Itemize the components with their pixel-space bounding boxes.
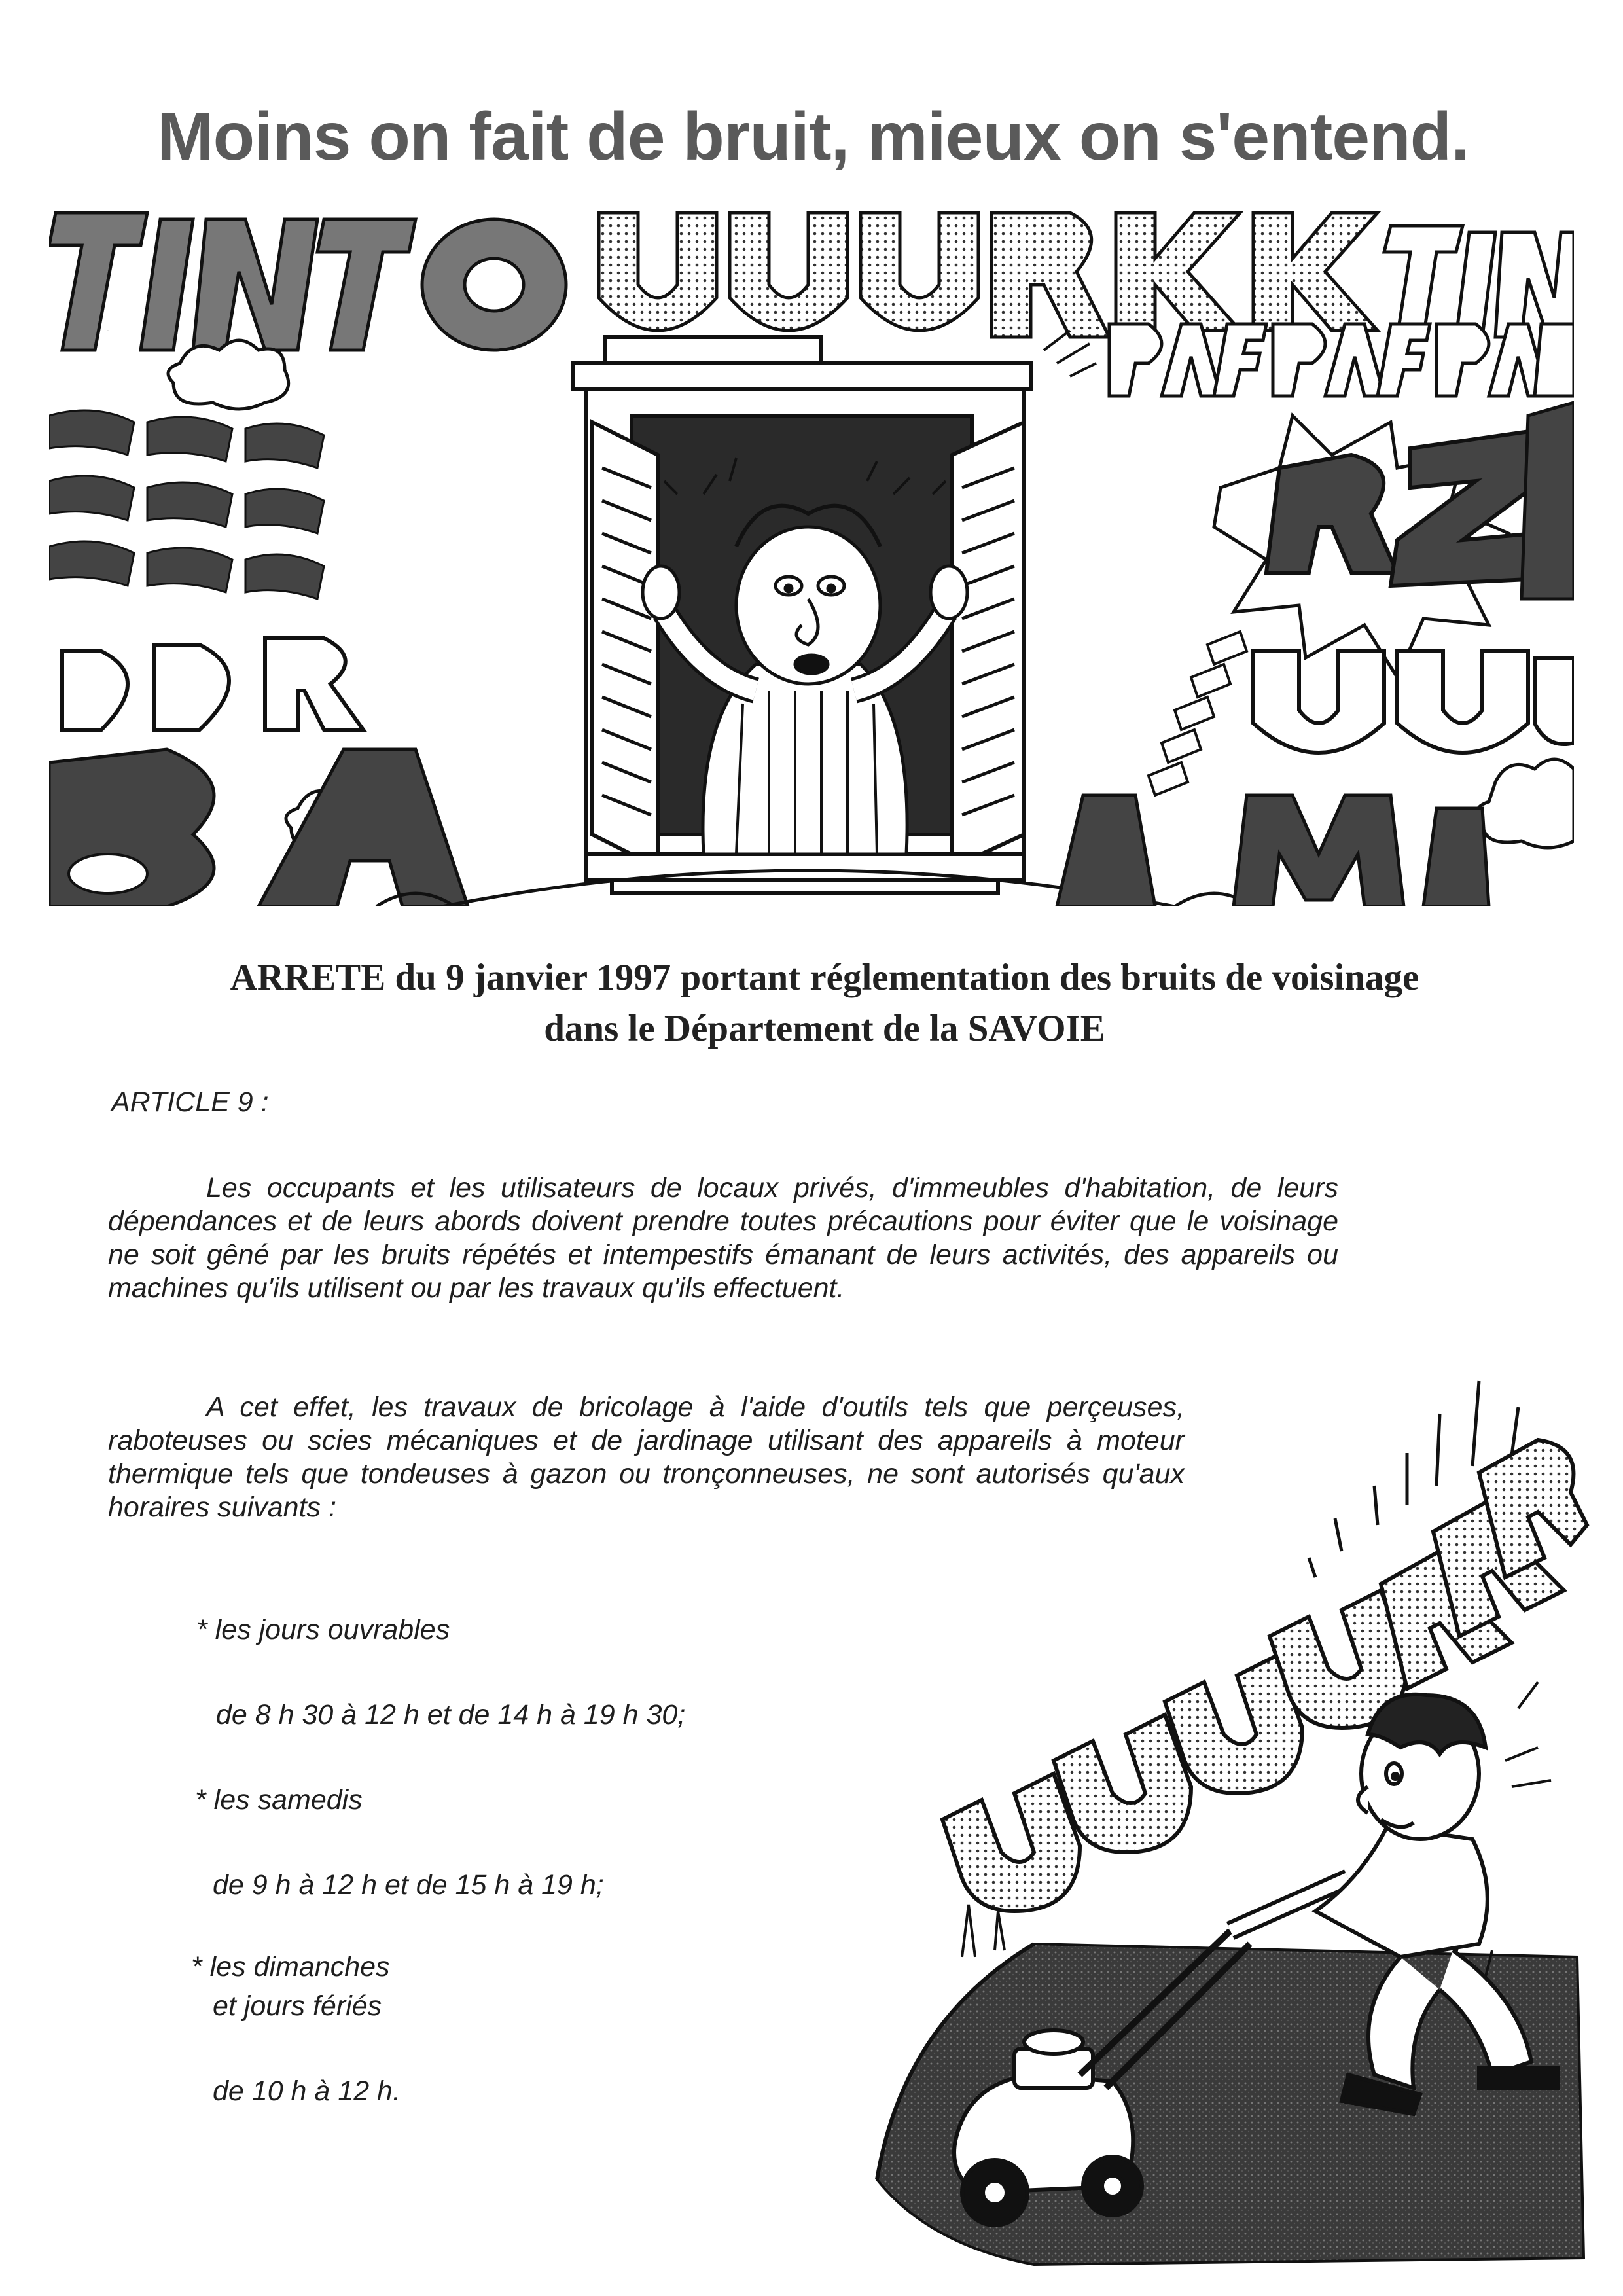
decree-title [111, 952, 1538, 1054]
decree-title-line-2: dans le Département de la SAVOIE [544, 1008, 1105, 1049]
schedule-sundays-label: * les dimanches [191, 1951, 390, 1982]
cartoon-noisy-window-illustration [49, 206, 1574, 906]
article-paragraph-1-text: Les occupants et les utilisateurs de locaux privés, d'immeubles d'habitation, de leurs dépendances et de leurs abords doivent prendre toutes précautions pour éviter que le voisinage ne soit gêné par les bruits répétés et intempestifs émanant de leurs activités, des appareils ou machines qu'ils utilisent ou par les travaux qu'ils effectuent. [108, 1172, 1338, 1304]
cartoon-lawnmower-illustration [864, 1368, 1590, 2284]
schedule-weekdays-label: * les jours ouvrables [196, 1614, 450, 1645]
article-paragraph-1 [108, 1172, 1338, 1305]
schedule-saturdays-label: * les samedis [195, 1784, 363, 1816]
onomatopoeia-uuuurrr [942, 1440, 1587, 1911]
article-title: ARTICLE 9 : [111, 1086, 269, 1118]
article-paragraph-2-text: A cet effet, les travaux de bricolage à l'aide d'outils tels que perçeuses, raboteuses ou scies mécaniques et de jardinage utilisant des appareils à moteur thermique tels que tondeuses à gazon ou tronçonneuses, ne sont autorisés qu'aux horaires suivants : [108, 1391, 1185, 1523]
schedule-saturdays-hours: de 9 h à 12 h et de 15 h à 19 h; [213, 1869, 604, 1901]
headline: Moins on fait de bruit, mieux on s'entend. [157, 99, 1470, 175]
schedule-weekdays-hours: de 8 h 30 à 12 h et de 14 h à 19 h 30; [216, 1699, 686, 1731]
decree-title-line-1: ARRETE du 9 janvier 1997 portant réglementation des bruits de voisinage [230, 957, 1419, 998]
schedule-sundays-label-2: et jours fériés [213, 1990, 382, 2022]
schedule-sundays-hours: de 10 h à 12 h. [213, 2075, 401, 2107]
